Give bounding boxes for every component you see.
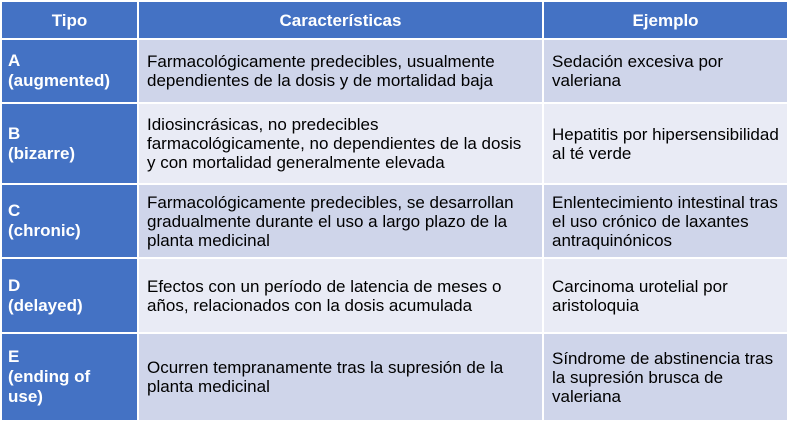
row-example-cell: Síndrome de abstinencia tras la supresión brusca de valeriana [543, 333, 787, 421]
row-characteristics-cell: Farmacológicamente predecibles, usualmente dependientes de la dosis y de mortalidad baja [138, 39, 543, 103]
header-row [1, 1, 787, 39]
table-row [1, 333, 787, 421]
header-ejemplo: Ejemplo [543, 1, 787, 39]
header-caracteristicas: Características [138, 1, 543, 39]
row-example-cell: Carcinoma urotelial por aristoloquia [543, 258, 787, 333]
header-tipo: Tipo [1, 1, 138, 39]
row-type-cell: D (delayed) [1, 258, 138, 333]
row-type-cell: C (chronic) [1, 184, 138, 258]
row-example-cell: Hepatitis por hipersensibilidad al té verde [543, 103, 787, 184]
table-body [1, 39, 787, 421]
row-characteristics-cell: Ocurren tempranamente tras la supresión de la planta medicinal [138, 333, 543, 421]
table-row [1, 258, 787, 333]
row-type-cell: E (ending of use) [1, 333, 138, 421]
table-header [1, 1, 787, 39]
row-type-cell: A (augmented) [1, 39, 138, 103]
row-characteristics-cell: Efectos con un período de latencia de meses o años, relacionados con la dosis acumulada [138, 258, 543, 333]
row-example-cell: Enlentecimiento intestinal tras el uso crónico de laxantes antraquinónicos [543, 184, 787, 258]
row-type-cell: B (bizarre) [1, 103, 138, 184]
table-row [1, 39, 787, 103]
row-characteristics-cell: Farmacológicamente predecibles, se desarrollan gradualmente durante el uso a largo plazo de la planta medicinal [138, 184, 543, 258]
table-row [1, 184, 787, 258]
table-row [1, 103, 787, 184]
row-characteristics-cell: Idiosincrásicas, no predecibles farmacológicamente, no dependientes de la dosis y con mortalidad generalmente elevada [138, 103, 543, 184]
row-example-cell: Sedación excesiva por valeriana [543, 39, 787, 103]
